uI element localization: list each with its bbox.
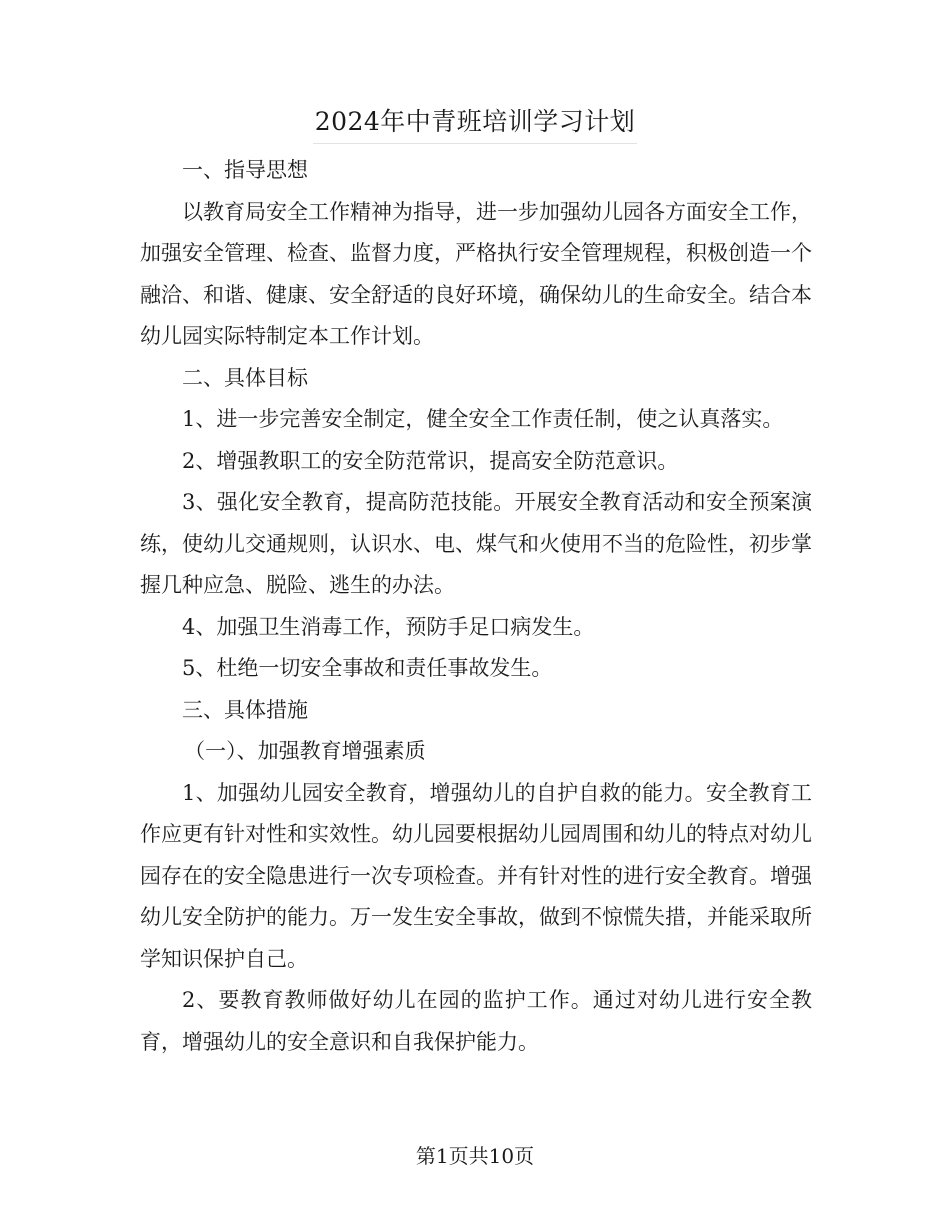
document-body — [140, 150, 812, 1063]
document-title — [0, 104, 950, 144]
section-heading-goals: 二、具体目标 — [182, 365, 308, 390]
paragraph-guiding-thought: 以教育局安全工作精神为指导，进一步加强幼儿园各方面安全工作，加强安全管理、检查、监督力度，严格执行安全管理规程，积极创造一个融洽、和谐、健康、安全舒适的良好环境，确保幼儿的生命安全。结合本幼儿园实际特制定本工作计划。 — [140, 199, 812, 348]
document-title-text: 2024年中青班培训学习计划 — [313, 104, 638, 144]
goal-item-5: 5、杜绝一切安全事故和责任事故发生。 — [182, 656, 553, 680]
goal-item-4: 4、加强卫生消毒工作，预防手足口病发生。 — [182, 614, 595, 639]
goal-item-2: 2、增强教职工的安全防范常识，提高安全防范意识。 — [182, 448, 679, 473]
section-heading-measures: 三、具体措施 — [182, 697, 308, 722]
measure-item-1: 1、加强幼儿园安全教育，增强幼儿的自护自救的能力。安全教育工作应更有针对性和实效性。幼儿园要根据幼儿园周围和幼儿的特点对幼儿园存在的安全隐患进行一次专项检查。并有针对性的进行安全教育。增强幼儿安全防护的能力。万一发生安全事故，做到不惊慌失措，并能采取所学知识保护自己。 — [140, 780, 812, 971]
measure-item-2: 2、要教育教师做好幼儿在园的监护工作。通过对幼儿进行安全教育，增强幼儿的安全意识和自我保护能力。 — [140, 988, 812, 1054]
page-footer: 第1页共10页 — [415, 1144, 535, 1168]
section-heading-guiding-thought: 一、指导思想 — [182, 158, 308, 182]
goal-item-3: 3、强化安全教育，提高防范技能。开展安全教育活动和安全预案演练，使幼儿交通规则，认识水、电、煤气和火使用不当的危险性，初步掌握几种应急、脱险、逃生的办法。 — [140, 490, 812, 597]
goal-item-1: 1、进一步完善安全制定，健全安全工作责任制，使之认真落实。 — [182, 407, 784, 431]
subsection-heading-education: （一）、加强教育增强素质 — [184, 739, 426, 763]
